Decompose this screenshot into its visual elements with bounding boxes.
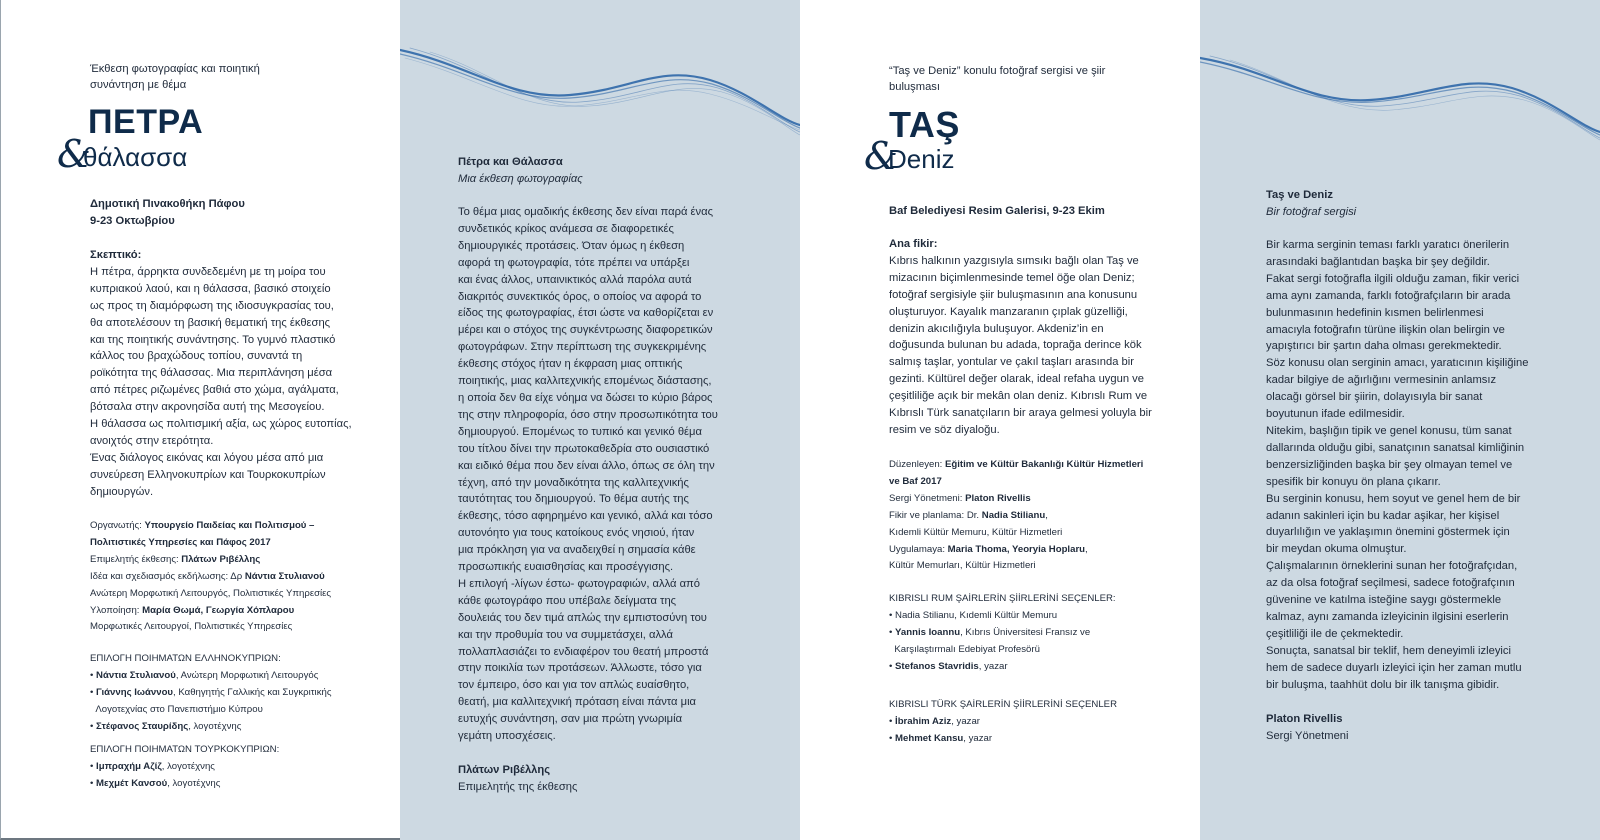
article-body <box>1266 237 1528 693</box>
text-line: Bu serginin konusu, hem soyut ve genel hem de bir <box>1266 492 1521 505</box>
text-line: Kıbrıslı Türk sanatçıların bir araya gelmesi yoluyla bir <box>889 407 1152 420</box>
person-name: Ιμπραχήμ Αζίζ <box>96 760 162 772</box>
text-line: δουλειάς του δεν τιμά απλώς την εμπιστοσύνη του <box>458 611 707 624</box>
text-line: ποιητικής, μιας καλλιτεχνικής επομένως διάστασης, <box>458 375 712 388</box>
text-line: Η πέτρα, άρρηκτα συνδεδεμένη με τη μοίρα του <box>90 265 326 278</box>
venue-block <box>90 196 245 230</box>
text-line: spesifik bir konuyu ön plana çıkarır. <box>1266 475 1441 488</box>
text-line: Çalışmalarının örneklerini sunan her fotoğrafçıdan, <box>1266 560 1518 573</box>
text-line: συνδετικός κρίκος ανάμεσα σε διαφορετικές <box>458 222 674 235</box>
text-line: μέρει και ο στόχος της συγκέντρωσης διαφορετικών <box>458 324 713 337</box>
logo-ampersand: & <box>57 132 91 176</box>
article-subtitle: Bir fotoğraf sergisi <box>1266 205 1357 218</box>
text-line: και ειδικό θέμα που δεν είναι άλλο, όπως σε όλη την <box>458 459 715 472</box>
text-line: κάλλος του βραχώδους τοπίου, συναντά τη <box>90 350 303 363</box>
tc-heading: ΕΠΙΛΟΓΗ ΠΟΙΗΜΑΤΩΝ ΤΟΥΡΚΟΚΥΠΡΙΩΝ: <box>90 744 280 755</box>
text-line: βότσαλα στην ακρονησίδα αυτή της Μεσογείου. <box>90 401 325 414</box>
text-line: φωτογράφων. Στην περίπτωση της συγκεκριμένης <box>458 341 707 354</box>
text-line: θα αποτελέσουν τη βασική θεματική της έκθεσης <box>90 316 331 329</box>
rationale-text <box>90 264 352 501</box>
list-item <box>90 668 331 685</box>
text-line: δημιουργικές προτάσεις. Όταν όμως η έκθεση <box>458 239 685 252</box>
text-line: τέχνη, από την μοναδικότητα της καλλιτεχνικής <box>458 476 689 489</box>
text-line: και ένας άλλος, υπαινικτικός αλλά παρόλα αυτά <box>458 273 692 286</box>
text-line: ama aynı zamanda, farklı fotoğrafçıların bir arada <box>1266 289 1511 302</box>
person-role: Karşılaştırmalı Edebiyat Profesörü <box>894 643 1040 655</box>
text-line: μια πρόκληση για να αναδειχθεί η σημασία κάθε <box>458 544 696 557</box>
signature-name: Πλάτων Ριβέλλης <box>458 764 551 776</box>
credits-block <box>90 518 331 636</box>
text-line: kalmaz, aynı zamanda izleyicinin ilgisini eserlerin <box>1266 610 1509 623</box>
signature-role: Επιμελητής της έκθεσης <box>458 780 578 793</box>
logo-ampersand: & <box>864 134 898 178</box>
apply-names: Maria Thoma, Yeoryia Hoplaru <box>947 543 1086 555</box>
text-line: arasındaki bağlantıdan başka bir şey değildir. <box>1266 255 1490 268</box>
text-line: mizacının biçimlenmesinde temel öğe olan Deniz; <box>889 271 1135 284</box>
person-name: Στέφανος Σταυρίδης <box>96 720 189 732</box>
rationale-heading: Σκεπτικό: <box>90 249 142 261</box>
list-item <box>90 776 279 793</box>
list-item <box>889 642 1116 659</box>
list-item <box>889 731 1117 748</box>
bullet: • <box>90 720 97 732</box>
article-title: Taş ve Deniz <box>1266 189 1333 201</box>
text-line: είδος της φωτογραφίας, έτσι ώστε να καθορίζεται εν <box>458 307 714 320</box>
text-line: στην ποικιλία των προτάσεων. Άλλωστε, τόσο για <box>458 662 702 675</box>
person-role: , λογοτέχνης <box>188 720 242 732</box>
list-item <box>889 659 1116 676</box>
article-header <box>1266 187 1356 221</box>
intro-text <box>90 61 260 93</box>
article-header <box>458 154 583 188</box>
text-line: güvenine ve katılma isteğine saygı göstermekle <box>1266 594 1502 607</box>
idea-heading: Ana fikir: <box>889 238 938 250</box>
text-line: Bir karma serginin teması farklı yaratıcı önerilerin <box>1266 239 1510 251</box>
bullet: • <box>889 660 896 672</box>
intro-line: “Taş ve Deniz” konulu fotoğraf sergisi ve şiir <box>889 65 1106 77</box>
director: Platon Rivellis <box>965 492 1031 504</box>
text-line: θεατή, μια καλλιτεχνική πρόταση είναι πάντα μια <box>458 696 697 709</box>
person-role: Λογοτεχνίας στο Πανεπιστήμιο Κύπρου <box>95 703 263 715</box>
text-line: και της ποιητικής συνάντησης. Το γυμνό πλαστικό <box>90 333 336 346</box>
logo-subtitle: Deniz <box>888 144 955 174</box>
text-line: δημιουργών. <box>90 485 154 498</box>
tc-list <box>90 759 279 793</box>
credit-label: Sergi Yönetmeni: <box>889 492 966 504</box>
venue-block <box>889 203 1105 220</box>
person-role: , Kıbrıs Üniversitesi Fransız ve <box>960 626 1091 638</box>
text-line: fotoğraf sergisiyle şiir buluşmasının ana konusunu <box>889 288 1138 301</box>
organizer: Eğitim ve Kültür Bakanlığı Kültür Hizmetleri <box>945 459 1144 470</box>
person-name: İbrahim Aziz <box>895 715 952 727</box>
list-item <box>90 759 279 776</box>
text-line: duyarlılığın ve yaklaşımın önemini göstermek için <box>1266 526 1510 539</box>
bullet: • <box>90 669 97 681</box>
wave-decoration <box>400 40 800 150</box>
bullet: • <box>90 760 97 772</box>
person-role: , yazar <box>978 660 1008 672</box>
bullet: • <box>889 715 896 727</box>
tc-selection-block <box>90 742 279 793</box>
text-line: ως προς τη διαμόρφωση της ιδιοσυγκρασίας του, <box>90 299 334 312</box>
gc-list <box>889 608 1116 676</box>
gc-list <box>90 668 331 736</box>
person-role: , yazar <box>951 715 980 727</box>
text-line: της στην πληροφορία, όσο στην προσωπικότητα του <box>458 408 718 421</box>
gc-selection-block <box>889 591 1116 676</box>
text-line: Fakat sergi fotoğrafla ilgili olduğu zaman, fikir verici <box>1266 272 1520 285</box>
signature-block <box>1266 711 1349 745</box>
curator: Πλάτων Ριβέλλης <box>181 553 261 565</box>
text-line: από πέτρες ριζωμένες βαθιά στο χώμα, αγάλματα, <box>90 384 339 397</box>
text-line: çeşitliliğe açık bir mekân olan deniz. Kıbrıslı Rum ve <box>889 390 1148 403</box>
gc-heading: ΕΠΙΛΟΓΗ ΠΟΙΗΜΑΤΩΝ ΕΛΛΗΝΟΚΥΠΡΙΩΝ: <box>90 653 281 664</box>
text-line: doğusunda bulunan bu adada, toprağa derince kök <box>889 339 1142 352</box>
text-line: bulunmasının hedefinin kısmen belirlenmesi <box>1266 306 1484 319</box>
article-subtitle: Μια έκθεση φωτογραφίας <box>458 172 583 185</box>
text-line: αφορά τη φωτογραφία, τότε πρέπει να υπάρξει <box>458 256 690 269</box>
organizer-line2: ve Baf 2017 <box>889 475 942 487</box>
panel-greek-cover <box>0 0 400 840</box>
impl-names: Μαρία Θωμά, Γεωργία Χόπλαρου <box>142 604 295 616</box>
text-line: αυτονόητο για τους κατοίκους ενός νησιού, ήταν <box>458 527 695 540</box>
credit-label: Düzenleyen: <box>889 459 945 470</box>
text-line: gezinti. Kültürel değer olarak, ideal refaha uygun ve <box>889 373 1144 386</box>
text-line: Το θέμα μιας ομαδικής έκθεσης δεν είναι παρά ένας <box>458 206 713 218</box>
idea-name: Νάντια Στυλιανού <box>244 570 325 582</box>
text-line: kadar bilgiye de ağırlığını vermesinin anlamsız <box>1266 374 1497 387</box>
list-item <box>90 685 331 702</box>
bullet: • <box>90 777 97 789</box>
bullet: • <box>889 626 896 638</box>
idea-block <box>889 236 1152 439</box>
text-line: του τίτλου δίνει την πρωτοκαθεδρία στο ουσιαστικό <box>458 442 710 455</box>
text-line: ευτυχής συνάντηση, σαν μια πρώτη γνωριμία <box>458 713 683 726</box>
text-line: προσωπικής ευαισθησίας και προσέγγισης. <box>458 561 674 574</box>
person-role: , yazar <box>963 732 993 744</box>
apply-role: Kültür Memurları, Kültür Hizmetleri <box>889 560 1036 572</box>
idea-text <box>889 253 1152 439</box>
credit-label: Ιδέα και σχεδιασμός εκδήλωσης: Δρ <box>90 570 245 582</box>
text-line: hem de sadece duyarlı izleyici için her zaman mutlu <box>1266 661 1522 674</box>
text-line: salmış taşlar, yontular ve çakıl taşları arasında bir <box>889 356 1134 369</box>
text-line: κυπριακού λαού, και η θάλασσα, βασικό στοιχείο <box>90 282 331 295</box>
tc-heading: KIBRISLI TÜRK ŞAİRLERİN ŞİİRLERİNİ SEÇENLER <box>889 699 1118 710</box>
text-line: τον έμπειρο, όσο και για τον απλώς ευαίσθητο, <box>458 679 690 692</box>
venue: Δημοτική Πινακοθήκη Πάφου <box>90 198 245 210</box>
tc-selection-block <box>889 697 1117 748</box>
text-line: ροϊκότητα της θάλασσας. Μια περιπλάνηση μέσα <box>90 367 333 380</box>
gc-heading: KIBRISLI RUM ŞAİRLERİN ŞİİRLERİNİ SEÇENLER: <box>889 593 1116 604</box>
text-line: amacıyla fotoğrafın türüne ilişkin olan belirgin ve <box>1266 323 1505 336</box>
text-line: Η επιλογή -λίγων έστω- φωτογραφιών, αλλά από <box>458 577 700 590</box>
text-line: και την προθυμία του να συμμετάσχει, αλλά <box>458 628 673 641</box>
intro-line: buluşması <box>889 81 940 93</box>
text-line: έκθεσης στόχος ήταν η έκφραση μιας οπτικής <box>458 358 683 371</box>
panel-turkish-cover <box>800 0 1200 840</box>
text-line: Kıbrıs halkının yazgısıyla sımsıkı bağlı olan Taş ve <box>889 254 1139 267</box>
text-line: bir buluşma, taahhüt dolu bir ilk tanışma gibidir. <box>1266 678 1500 691</box>
person-name: Mehmet Kansu <box>895 732 964 744</box>
rationale-block <box>90 247 352 501</box>
text-line: resim ve söz diyaloğu. <box>889 423 1000 436</box>
impl-role: Μορφωτικές Λειτουργοί, Πολιτιστικές Υπηρεσίες <box>90 621 293 633</box>
logo-title: ΠΕΤΡΑ <box>88 103 204 141</box>
intro-line: συνάντηση με θέμα <box>90 79 187 91</box>
text-line: διακριτός συνεκτικός όρος, ο οποίος να αφορά το <box>458 290 702 303</box>
concept-name: Nadia Stilianu <box>981 509 1046 521</box>
signature-name: Platon Rivellis <box>1266 713 1343 725</box>
person-name: Yannis Ioannu <box>895 626 961 638</box>
text-line: έκθεσης, τόσο αφηρημένο και γενικό, αλλά και τόσο <box>458 510 713 523</box>
text-line: ταυτότητας του δημιουργού. Το θέμα αυτής της <box>458 493 689 506</box>
person-name: Stefanos Stavridis <box>895 660 979 672</box>
text-line: δημιουργού. Επομένως το τυπικό και γενικό θέμα <box>458 425 702 438</box>
text-line: oluşturuyor. Kayalık manzaranın çıplak güzelliği, <box>889 305 1128 318</box>
person-role: Nadia Stilianu, Kıdemli Kültür Memuru <box>895 609 1058 621</box>
text-line: ανοιχτός στην ετερότητα. <box>90 434 214 447</box>
text-line: η οποία δεν θα είχε νόημα να δώσει το κύριο βάρος <box>458 391 713 404</box>
list-item <box>889 714 1117 731</box>
dates: 9-23 Οκτωβρίου <box>90 214 175 227</box>
list-item <box>889 608 1116 625</box>
list-item <box>90 719 331 736</box>
text-line: az da olsa fotoğraf seçilmesi, sadece fotoğrafçının <box>1266 577 1515 590</box>
organizer-line2: Πολιτιστικές Υπηρεσίες και Πάφος 2017 <box>90 536 271 548</box>
text-line: denizin akıcılığıyla buluşuyor. Akdeniz’in en <box>889 322 1104 335</box>
text-line: συνεύρεση Ελληνοκυπρίων και Τουρκοκυπρίων <box>90 468 326 481</box>
text-line: benzersizliğinden başka bir şey olmayan temel ve <box>1266 458 1513 471</box>
person-role: , Ανώτερη Μορφωτική Λειτουργός <box>175 669 319 681</box>
text-line: Nitekim, başlığın tipik ve genel konusu, tüm sanat <box>1266 424 1512 437</box>
organizer: Υπουργείο Παιδείας και Πολιτισμού – <box>144 520 315 531</box>
gc-selection-block <box>90 651 331 736</box>
credit-label: Fikir ve planlama: Dr. <box>889 509 982 521</box>
idea-role: Ανώτερη Μορφωτική Λειτουργός, Πολιτιστικές Υπηρεσίες <box>90 587 332 599</box>
person-name: Μεχμέτ Κανσού <box>96 777 168 789</box>
text-line: bir meydan okuma olmuştur. <box>1266 543 1407 556</box>
person-name: Νάντια Στυλιανού <box>96 669 176 681</box>
article-body <box>458 204 718 745</box>
intro-text <box>889 63 1105 95</box>
intro-line: Έκθεση φωτογραφίας και ποιητική <box>90 63 260 75</box>
credits-block: Düzenleyen: Eğitim ve Kültür Bakanlığı Kültür Hizmetleri ve Baf 2017 Sergi Yönetmeni: Platon Rivellis Fikir ve planlama: Dr. Nadia Stilianu, Kıdemli Kültür Memuru, Kültür Hizmetleri Uygulamaya: Maria Thoma, Yeoryia Hoplaru, Kültür Memurları, Kültür Hizmetleri <box>889 457 1143 575</box>
signature-role: Sergi Yönetmeni <box>1266 729 1349 742</box>
bullet: • <box>889 609 896 621</box>
text-line: dallarında olduğu gibi, sanatçının sanatsal kimliğinin <box>1266 441 1525 454</box>
panel-greek-text <box>400 0 800 840</box>
panel-turkish-text <box>1200 0 1600 840</box>
text-line: adanın sakinleri için bu kadar aşikar, her kişisel <box>1266 509 1500 522</box>
text-line: boyutunun ifade edilmesidir. <box>1266 408 1405 421</box>
credit-label: Υλοποίηση: <box>90 604 143 616</box>
text-line: Söz konusu olan serginin amacı, yaratıcının kişiliğine <box>1266 357 1529 370</box>
person-name: Γιάννης Ιωάννου <box>96 686 174 698</box>
text-line: yapıştırıcı bir şartın daha olması gerekmektedir. <box>1266 340 1502 353</box>
text-line: Η θάλασσα ως πολιτισμική αξία, ως χώρος ευτοπίας, <box>90 418 352 431</box>
credit-label: Επιμελητής έκθεσης: <box>90 553 182 565</box>
person-role: , λογοτέχνης <box>161 760 215 772</box>
logo-title: TAŞ <box>889 104 960 145</box>
tc-list <box>889 714 1117 748</box>
text-line: çeşitliliği ile de çekmektedir. <box>1266 627 1404 640</box>
text-line: γεμάτη υποσχέσεις. <box>458 730 556 743</box>
bullet: • <box>90 686 97 698</box>
text-line: Sonuçta, sanatsal bir teklif, hem deneyimli izleyici <box>1266 644 1511 657</box>
list-item <box>90 702 331 719</box>
list-item <box>889 625 1116 642</box>
person-role: , Καθηγητής Γαλλικής και Συγκριτικής <box>173 686 332 698</box>
wave-decoration <box>1200 40 1600 150</box>
article-title: Πέτρα και Θάλασσα <box>458 156 563 168</box>
concept-role: Kıdemli Kültür Memuru, Kültür Hizmetleri <box>889 526 1063 538</box>
signature-block <box>458 762 577 796</box>
logo-subtitle: θάλασσα <box>83 142 188 172</box>
person-role: , λογοτέχνης <box>167 777 221 789</box>
credit-label: Uygulamaya: <box>889 543 948 555</box>
text-line: olacağı görsel bir şiirin, dolayısıyla bir sanat <box>1266 391 1483 404</box>
text-line: Ένας διάλογος εικόνας και λόγου μέσα από μια <box>90 451 324 464</box>
venue: Baf Belediyesi Resim Galerisi, 9-23 Ekim <box>889 205 1105 217</box>
credit-label: Οργανωτής: <box>90 520 145 531</box>
text-line: κάθε φωτογράφο που υπέβαλε δείγματα της <box>458 594 677 607</box>
text-line: πολλαπλασιάζει το ενδιαφέρον του θεατή μπροστά <box>458 645 709 658</box>
bullet: • <box>889 732 896 744</box>
